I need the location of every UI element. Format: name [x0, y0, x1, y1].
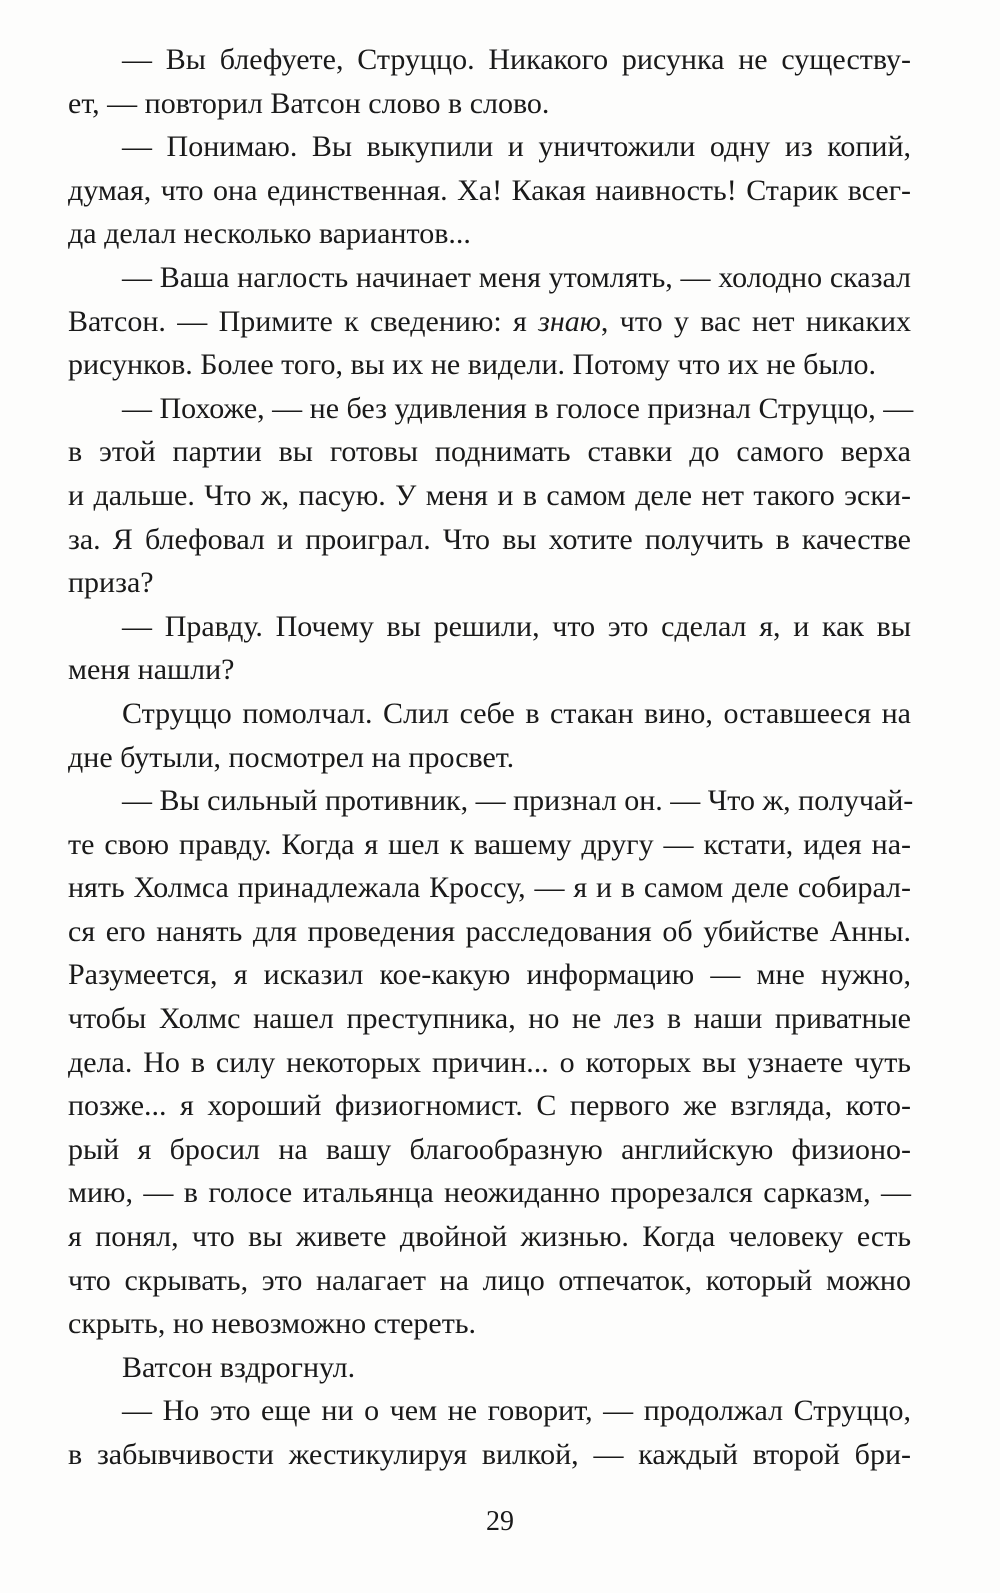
text-line: да делал несколько вариантов... — [68, 217, 471, 251]
text-line: те свою правду. Когда я шел к вашему другу — кстати, идея на- — [68, 827, 911, 861]
text-line: — Похоже, — не без удивления в голосе признал Струццо, — — [122, 391, 914, 425]
text-line: что скрывать, это налагает на лицо отпечаток, который можно — [68, 1263, 911, 1297]
text-line: мию, — в голосе итальянца неожиданно прорезался сарказм, — — [68, 1176, 911, 1210]
text-line: и дальше. Что ж, пасую. У меня и в самом деле нет такого эски- — [68, 478, 911, 512]
text-line: ет, — повторил Ватсон слово в слово. — [68, 86, 550, 120]
text-line: позже... я хороший физиогномист. С первого же взгляда, кото- — [68, 1089, 911, 1123]
text-line: я понял, что вы живете двойной жизнью. Когда человеку есть — [68, 1220, 911, 1254]
text-line: рый я бросил на вашу благообразную английскую физионо- — [68, 1132, 911, 1166]
page-body-text — [68, 38, 914, 1477]
text-line: Ватсон вздрогнул. — [122, 1350, 356, 1384]
text-line: меня нашли? — [68, 653, 235, 687]
text-line: чтобы Холмс нашел преступника, но не лез в наши приватные — [68, 1002, 911, 1036]
text-line: в этой партии вы готовы поднимать ставки до самого верха — [68, 435, 911, 469]
text-line: — Вы сильный противник, — признал он. — Что ж, получай- — [122, 784, 914, 818]
text-line: дела. Но в силу некоторых причин... о которых вы узнаете чуть — [68, 1045, 911, 1079]
page-number: 29 — [486, 1506, 514, 1537]
text-line: приза? — [68, 566, 154, 600]
text-line: за. Я блефовал и проиграл. Что вы хотите получить в качестве — [68, 522, 911, 556]
text-line: нять Холмса принадлежала Кроссу, — я и в самом деле собирал- — [68, 871, 911, 905]
text-line: в забывчивости жестикулируя вилкой, — каждый второй бри- — [68, 1438, 911, 1471]
text-line: — Вы блефуете, Струццо. Никакого рисунка не существу- — [122, 43, 911, 76]
text-line: — Правду. Почему вы решили, что это сделал я, и как вы — [122, 609, 911, 643]
text-line: Разумеется, я исказил кое-какую информацию — мне нужно, — [68, 958, 911, 992]
text-line: — Понимаю. Вы выкупили и уничтожили одну из копий, — [122, 130, 911, 164]
text-line: Струццо помолчал. Слил себе в стакан вино, оставшееся на — [122, 696, 911, 730]
text-line: скрыть, но невозможно стереть. — [68, 1307, 477, 1341]
text-line: дне бутыли, посмотрел на просвет. — [68, 740, 515, 774]
text-segment: , что у вас нет никаких — [600, 304, 911, 338]
text-line — [68, 300, 911, 344]
text-line: ся его нанять для проведения расследования об убийстве Анны. — [68, 914, 911, 948]
text-line: думая, что она единственная. Ха! Какая наивность! Старик всег- — [68, 173, 911, 207]
text-line: — Ваша наглость начинает меня утомлять, — холодно сказал — [122, 260, 911, 294]
text-line: — Но это еще ни о чем не говорит, — продолжал Струццо, — [122, 1394, 911, 1428]
emphasized-word: знаю — [538, 304, 601, 338]
text-segment: Ватсон. — Примите к сведению: я — [68, 304, 539, 338]
text-line: рисунков. Более того, вы их не видели. Потому что их не было. — [68, 348, 877, 382]
